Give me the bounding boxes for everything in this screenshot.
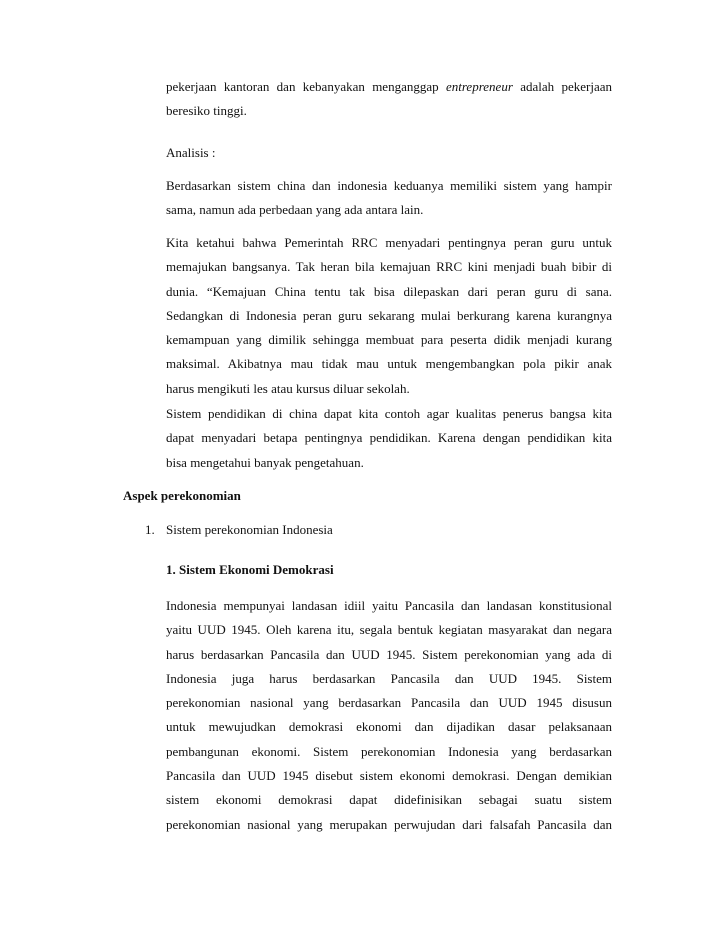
text-line: perekonomian nasional yang berdasarkan Pancasila dan UUD 1945 disusun xyxy=(166,695,612,711)
list-item-text: Sistem perekonomian Indonesia xyxy=(166,522,333,537)
text-run: pekerjaan kantoran dan kebanyakan menganggap xyxy=(166,79,446,94)
text-line: dunia. “Kemajuan China tentu tak bisa dilepaskan dari peran guru di sana. xyxy=(166,283,612,299)
text-line: sama, namun ada perbedaan yang ada antara lain. xyxy=(166,202,424,218)
text-line: yaitu UUD 1945. Oleh karena itu, segala bentuk kegiatan masyarakat dan negara xyxy=(166,622,612,638)
text-line: sistem ekonomi demokrasi dapat didefinisikan sebagai suatu sistem xyxy=(166,792,612,808)
list-item xyxy=(145,522,333,538)
text-line: Indonesia juga harus berdasarkan Pancasila dan UUD 1945. Sistem xyxy=(166,670,612,686)
text-line: maksimal. Akibatnya mau tidak mau untuk mengembangkan pola pikir anak xyxy=(166,356,612,372)
label-text: Analisis : xyxy=(166,145,216,160)
subheading-text: 1. Sistem Ekonomi Demokrasi xyxy=(166,562,334,577)
paragraph-economic-democracy xyxy=(166,598,612,841)
text-line: pembangunan ekonomi. Sistem perekonomian Indonesia yang berdasarkan xyxy=(166,743,612,759)
section-heading: Aspek perekonomian xyxy=(123,488,241,503)
text-run: adalah pekerjaan xyxy=(512,79,612,94)
subheading xyxy=(166,562,612,586)
emphasis-entrepreneur: entrepreneur xyxy=(445,79,513,94)
text-line: perekonomian nasional yang merupakan perwujudan dari falsafah Pancasila dan xyxy=(166,816,612,832)
text-line: kemampuan yang dimilik sehingga membuat para peserta didik menjadi kurang xyxy=(166,332,612,348)
text-line: Indonesia mempunyai landasan idiil yaitu Pancasila dan landasan konstitusional xyxy=(166,598,612,613)
text-line xyxy=(166,79,612,103)
text-line: harus berdasarkan Pancasila dan UUD 1945. Sistem perekonomian yang ada di xyxy=(166,646,612,662)
text-line: dapat menyadari betapa pentingnya pendidikan. Karena dengan pendidikan kita xyxy=(166,430,612,446)
text-line: beresiko tinggi. xyxy=(166,103,247,119)
paragraph-teacher-role xyxy=(166,235,612,405)
text-line: harus mengikuti les atau kursus diluar sekolah. xyxy=(166,380,410,396)
text-line: Kita ketahui bahwa Pemerintah RRC menyadari pentingnya peran guru untuk xyxy=(166,235,612,250)
list-number: 1. xyxy=(145,522,155,537)
text-line: Sistem pendidikan di china dapat kita contoh agar kualitas penerus bangsa kita xyxy=(166,406,612,421)
paragraph-education-system xyxy=(166,406,612,479)
paragraph-comparison xyxy=(166,178,612,227)
analisis-label xyxy=(166,145,612,169)
text-line: Berdasarkan sistem china dan indonesia keduanya memiliki sistem yang hampir xyxy=(166,178,612,193)
text-line: untuk mewujudkan demokrasi ekonomi dan dijadikan dasar pelaksanaan xyxy=(166,719,612,735)
paragraph-intro xyxy=(166,79,612,128)
text-line: Pancasila dan UUD 1945 disebut sistem ekonomi demokrasi. Dengan demikian xyxy=(166,768,612,784)
text-line: bisa mengetahui banyak pengetahuan. xyxy=(166,454,364,470)
text-line: Sedangkan di Indonesia peran guru sekarang mulai berkurang karena kurangnya xyxy=(166,307,612,323)
text-line: memajukan bangsanya. Tak heran bila kemajuan RRC kini menjadi buah bibir di xyxy=(166,259,612,275)
